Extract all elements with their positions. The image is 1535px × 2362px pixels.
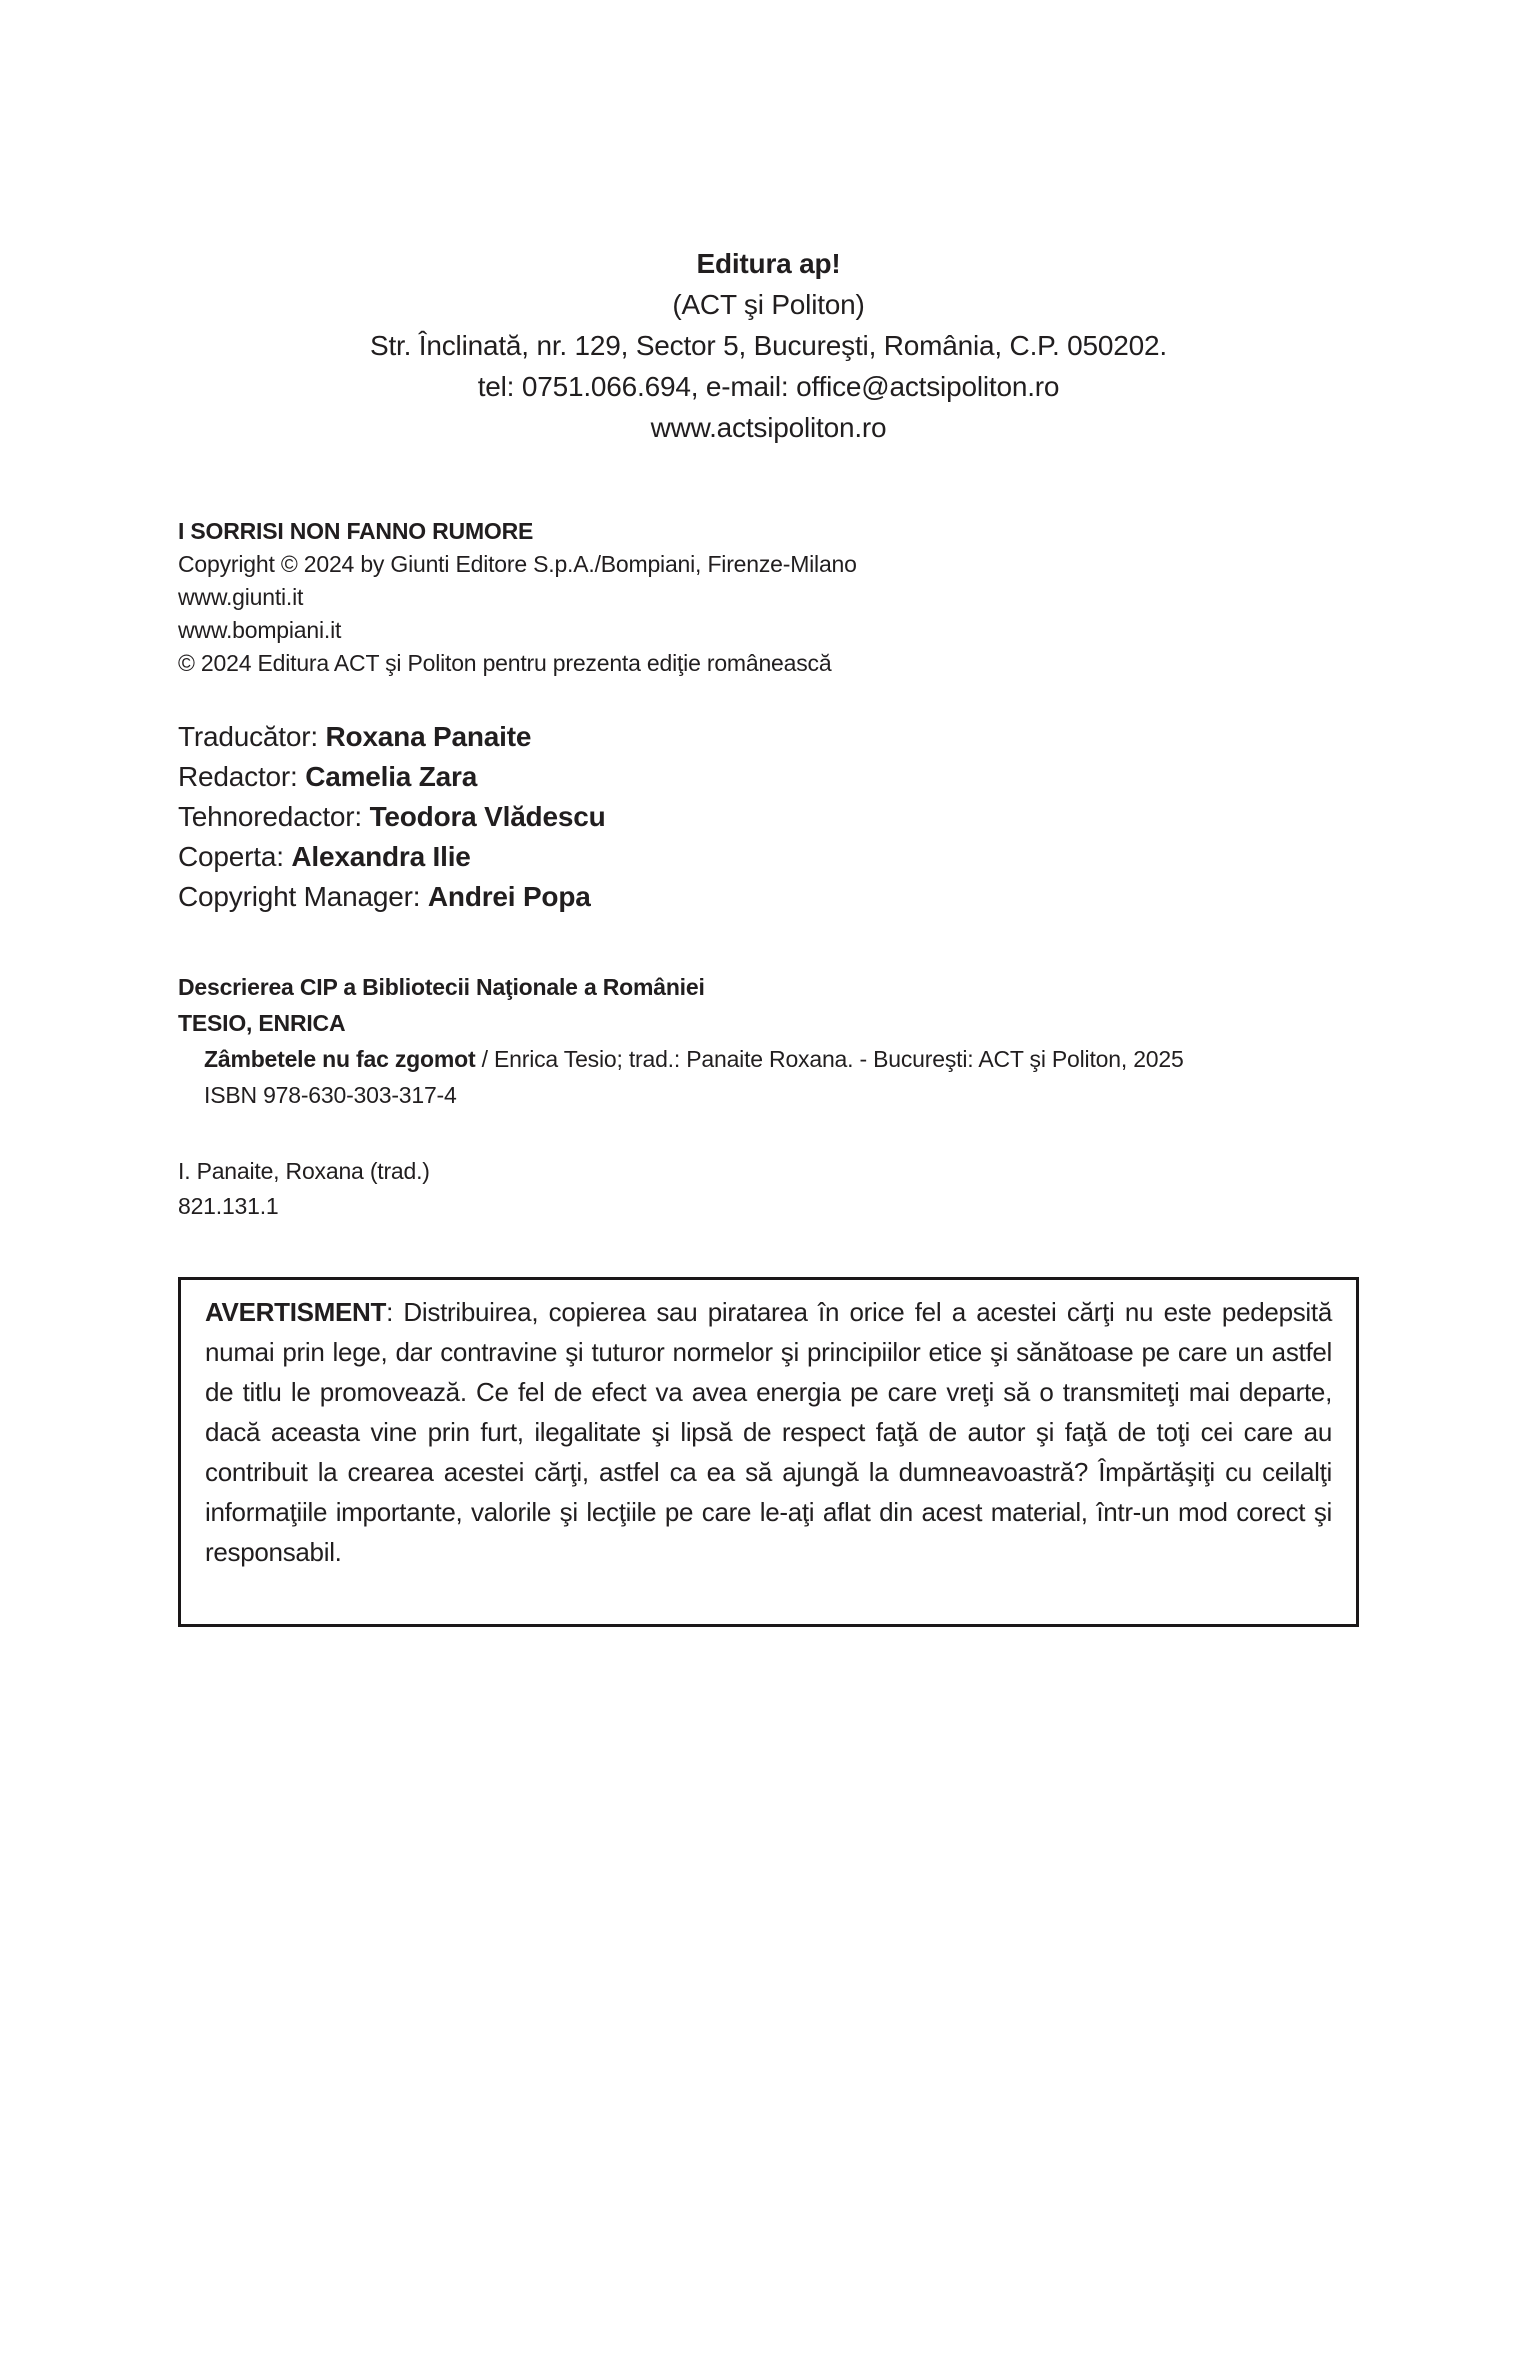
warning-text: : Distribuirea, copierea sau piratarea în orice fel a acestei cărţi nu este pedepsită numai prin lege, dar contravine şi tuturor normelor şi principiilor etice şi sănătoase pe care un astfel de titlu le promovează. Ce fel de efect va avea energia pe care vreţi să o transmiteţi mai departe, dacă aceasta vine prin furt, ilegalitate şi lipsă de respect faţă de autor şi faţă de toţi cei care au contribuit la crearea acestei cărţi, astfel ca ea să ajungă la dumneavoastră? Împărtăşiţi cu ceilalţi informaţiile importante, valorile şi lecţiile pe care le-aţi aflat din acest material, într-un mod corect şi responsabil. xyxy=(205,1297,1332,1567)
credit-label: Coperta: xyxy=(178,841,292,872)
warning-label: AVERTISMENT xyxy=(205,1297,387,1327)
publisher-block xyxy=(178,243,1359,448)
credit-name: Teodora Vlădescu xyxy=(369,801,606,832)
romanian-edition-copyright: © 2024 Editura ACT şi Politon pentru prezenta ediţie românească xyxy=(178,650,832,676)
credit-name: Alexandra Ilie xyxy=(291,841,471,872)
credit-name: Camelia Zara xyxy=(305,761,478,792)
warning-box xyxy=(178,1277,1359,1627)
credit-cover-designer xyxy=(178,837,1359,877)
credit-label: Copyright Manager: xyxy=(178,881,428,912)
publisher-site-bompiani: www.bompiani.it xyxy=(178,617,342,643)
cip-udc-number: 821.131.1 xyxy=(178,1193,279,1219)
credit-name: Roxana Panaite xyxy=(325,721,532,752)
original-title: I SORRISI NON FANNO RUMORE xyxy=(178,518,534,544)
page-content xyxy=(178,0,1359,1627)
publisher-name: Editura ap! xyxy=(696,248,841,279)
cip-isbn: ISBN 978-630-303-317-4 xyxy=(204,1082,457,1108)
credit-label: Traducător: xyxy=(178,721,326,752)
credit-translator xyxy=(178,717,1359,757)
publisher-address: Str. Înclinată, nr. 129, Sector 5, Bucureşti, România, C.P. 050202. xyxy=(370,330,1167,361)
credits-block xyxy=(178,717,1359,917)
credit-name: Andrei Popa xyxy=(427,881,591,912)
cip-title-line xyxy=(178,1041,1359,1077)
publisher-site-giunti: www.giunti.it xyxy=(178,584,304,610)
cip-translator-entry: I. Panaite, Roxana (trad.) xyxy=(178,1158,430,1184)
credit-label: Redactor: xyxy=(178,761,306,792)
cip-title-rest: / Enrica Tesio; trad.: Panaite Roxana. - Bucureşti: ACT şi Politon, 2025 xyxy=(475,1046,1184,1072)
cip-title-bold: Zâmbetele nu fac zgomot xyxy=(204,1046,476,1072)
credit-copyright-manager xyxy=(178,877,1359,917)
publisher-contact: tel: 0751.066.694, e-mail: office@actsipoliton.ro xyxy=(477,371,1060,402)
credit-editor xyxy=(178,757,1359,797)
copyright-block xyxy=(178,515,1359,680)
publisher-website: www.actsipoliton.ro xyxy=(650,412,887,443)
credit-label: Tehnoredactor: xyxy=(178,801,370,832)
cataloging-block xyxy=(178,1154,1359,1224)
credit-layout-editor xyxy=(178,797,1359,837)
publisher-subname: (ACT şi Politon) xyxy=(672,289,865,320)
copyright-line: Copyright © 2024 by Giunti Editore S.p.A./Bompiani, Firenze-Milano xyxy=(178,551,857,577)
cip-author: TESIO, ENRICA xyxy=(178,1010,346,1036)
cip-heading: Descrierea CIP a Bibliotecii Naţionale a României xyxy=(178,974,705,1000)
cip-block xyxy=(178,969,1359,1113)
